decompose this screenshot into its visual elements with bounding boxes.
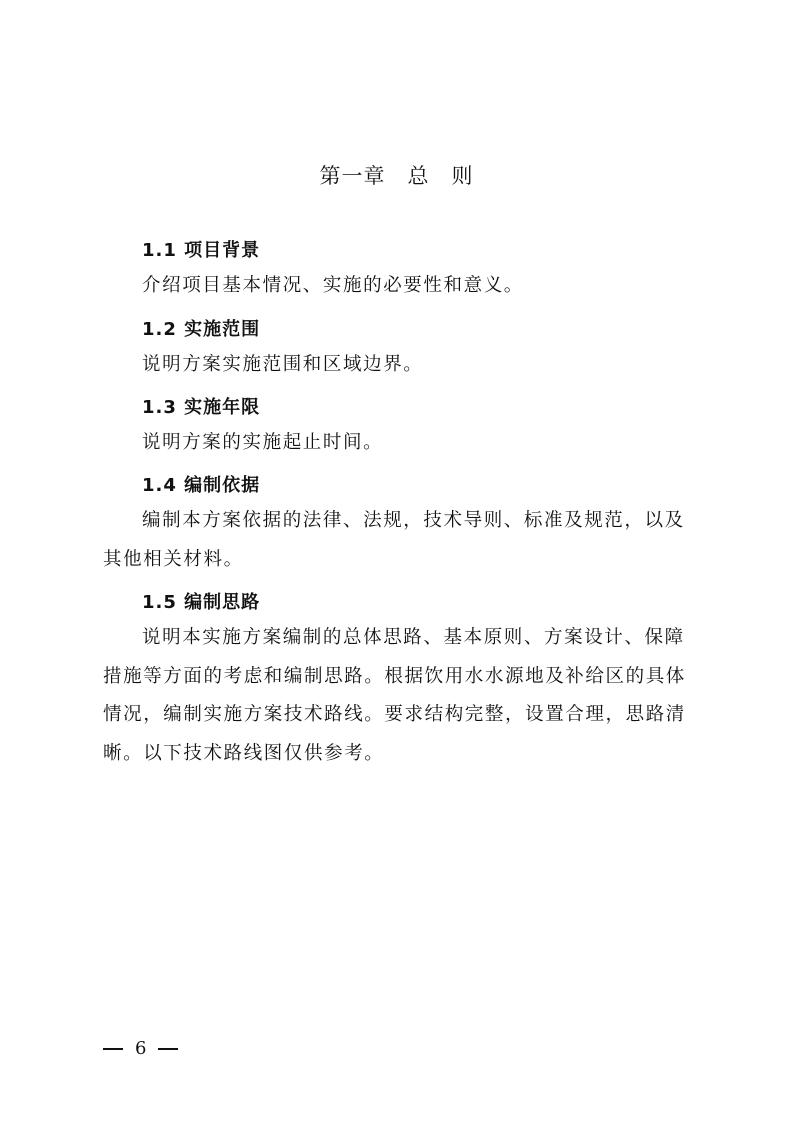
- page-footer: [103, 1038, 178, 1059]
- footer-dash-right: [158, 1048, 178, 1050]
- page-number: 6: [135, 1038, 147, 1059]
- chapter-title: 第一章 总 则: [319, 164, 474, 188]
- section-heading-1-1: 1.1 项目背景: [142, 240, 261, 261]
- section-heading-1-4: 1.4 编制依据: [142, 475, 261, 496]
- footer-dash-left: [103, 1048, 123, 1050]
- section-body-1-3: 说明方案的实施起止时间。: [142, 432, 384, 453]
- section-body-1-2: 说明方案实施范围和区域边界。: [142, 354, 424, 375]
- section-body-1-4: 编制本方案依据的法律、法规，技术导则、标准及规范，以及其他相关材料。: [103, 510, 685, 570]
- section-body-1-5: 说明本实施方案编制的总体思路、基本原则、方案设计、保障措施等方面的考虑和编制思路。根据饮用水水源地及补给区的具体情况，编制实施方案技术路线。要求结构完整，设置合理，思路清晰。以下技术路线图仅供参考。: [103, 627, 686, 764]
- section-heading-1-5: 1.5 编制思路: [142, 592, 261, 613]
- section-body-1-1: 介绍项目基本情况、实施的必要性和意义。: [142, 275, 524, 296]
- section-heading-1-3: 1.3 实施年限: [142, 397, 261, 418]
- section-heading-1-2: 1.2 实施范围: [142, 319, 261, 340]
